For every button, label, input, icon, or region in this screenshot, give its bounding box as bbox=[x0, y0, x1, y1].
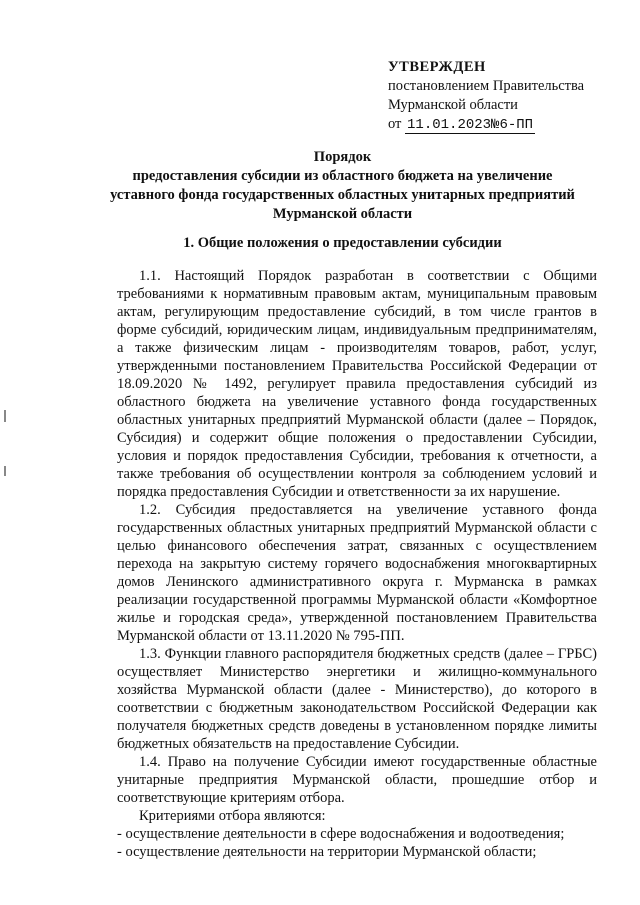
scan-edge-mark bbox=[4, 410, 6, 422]
approval-number: 11.01.2023№6-ПП bbox=[407, 117, 534, 133]
paragraph-1-4: 1.4. Право на получение Субсидии имеют государственные областные унитарные предприятия Мурманской области, прошедшие отбор и соответствующие критериям отбора. bbox=[117, 754, 597, 806]
title-line-4: Мурманской области bbox=[272, 206, 413, 222]
approval-heading: УТВЕРЖДЕН bbox=[388, 59, 486, 75]
criteria-intro: Критериями отбора являются: bbox=[139, 808, 326, 824]
approval-line-1: постановлением Правительства bbox=[388, 78, 585, 94]
criteria-item-2: - осуществление деятельности на территории Мурманской области; bbox=[117, 844, 537, 860]
paragraph-1-3: 1.3. Функции главного распорядителя бюджетных средств (далее – ГРБС) осуществляет Министерство энергетики и жилищно-коммунального хозяйства Мурманской области (далее - Министерство), до которого в соответствии с бюджетным законодательством Российской Федерации как получателя бюджетных средств доведены в установленном порядке лимиты бюджетных обязательств на предоставление Субсидии. bbox=[117, 646, 597, 752]
approval-date-line bbox=[388, 115, 628, 135]
criteria-item-1: - осуществление деятельности в сфере водоснабжения и водоотведения; bbox=[117, 826, 565, 842]
approval-line-2: Мурманской области bbox=[388, 97, 518, 113]
title-line-3: уставного фонда государственных областных унитарных предприятий bbox=[110, 187, 575, 203]
document-title bbox=[90, 148, 595, 224]
scan-edge-mark bbox=[4, 466, 6, 476]
approval-block bbox=[388, 58, 628, 135]
paragraph-1-2: 1.2. Субсидия предоставляется на увеличение уставного фонда государственных областных унитарных предприятий Мурманской области с целью финансового обеспечения затрат, связанных с осуществлением перехода на закрытую систему горячего водоснабжения многоквартирных домов Ленинского административного округа г. Мурманска в рамках реализации государственной программы Мурманской области «Комфортное жилье и городская среда», утвержденной постановлением Правительства Мурманской области от 13.11.2020 № 795-ПП. bbox=[117, 502, 597, 644]
paragraph-1-1: 1.1. Настоящий Порядок разработан в соответствии с Общими требованиями к нормативным правовым актам, муниципальным правовым актам, регулирующим предоставление субсидий, в том числе грантов в форме субсидий, юридическим лицам, индивидуальным предпринимателям, а также физическим лицам - производителям товаров, работ, услуг, утвержденными постановлением Правительства Российской Федерации от 18.09.2020 № 1492, регулирует правила предоставления субсидий из областного бюджета на увеличение уставного фонда государственных областных унитарных предприятий Мурманской области (далее – Порядок, Субсидия) и содержит общие положения о предоставлении Субсидии, условия и порядок предоставления Субсидии, требования к отчетности, а также требования об осуществлении контроля за соблюдением условий и порядка предоставления Субсидии и ответственности за их нарушение. bbox=[117, 268, 597, 500]
approval-from-label: от bbox=[388, 116, 402, 132]
section-heading: 1. Общие положения о предоставлении субсидии bbox=[183, 235, 502, 251]
document-body bbox=[117, 267, 597, 861]
title-line-1: Порядок bbox=[313, 149, 372, 165]
title-line-2: предоставления субсидии из областного бюджета на увеличение bbox=[132, 168, 553, 184]
